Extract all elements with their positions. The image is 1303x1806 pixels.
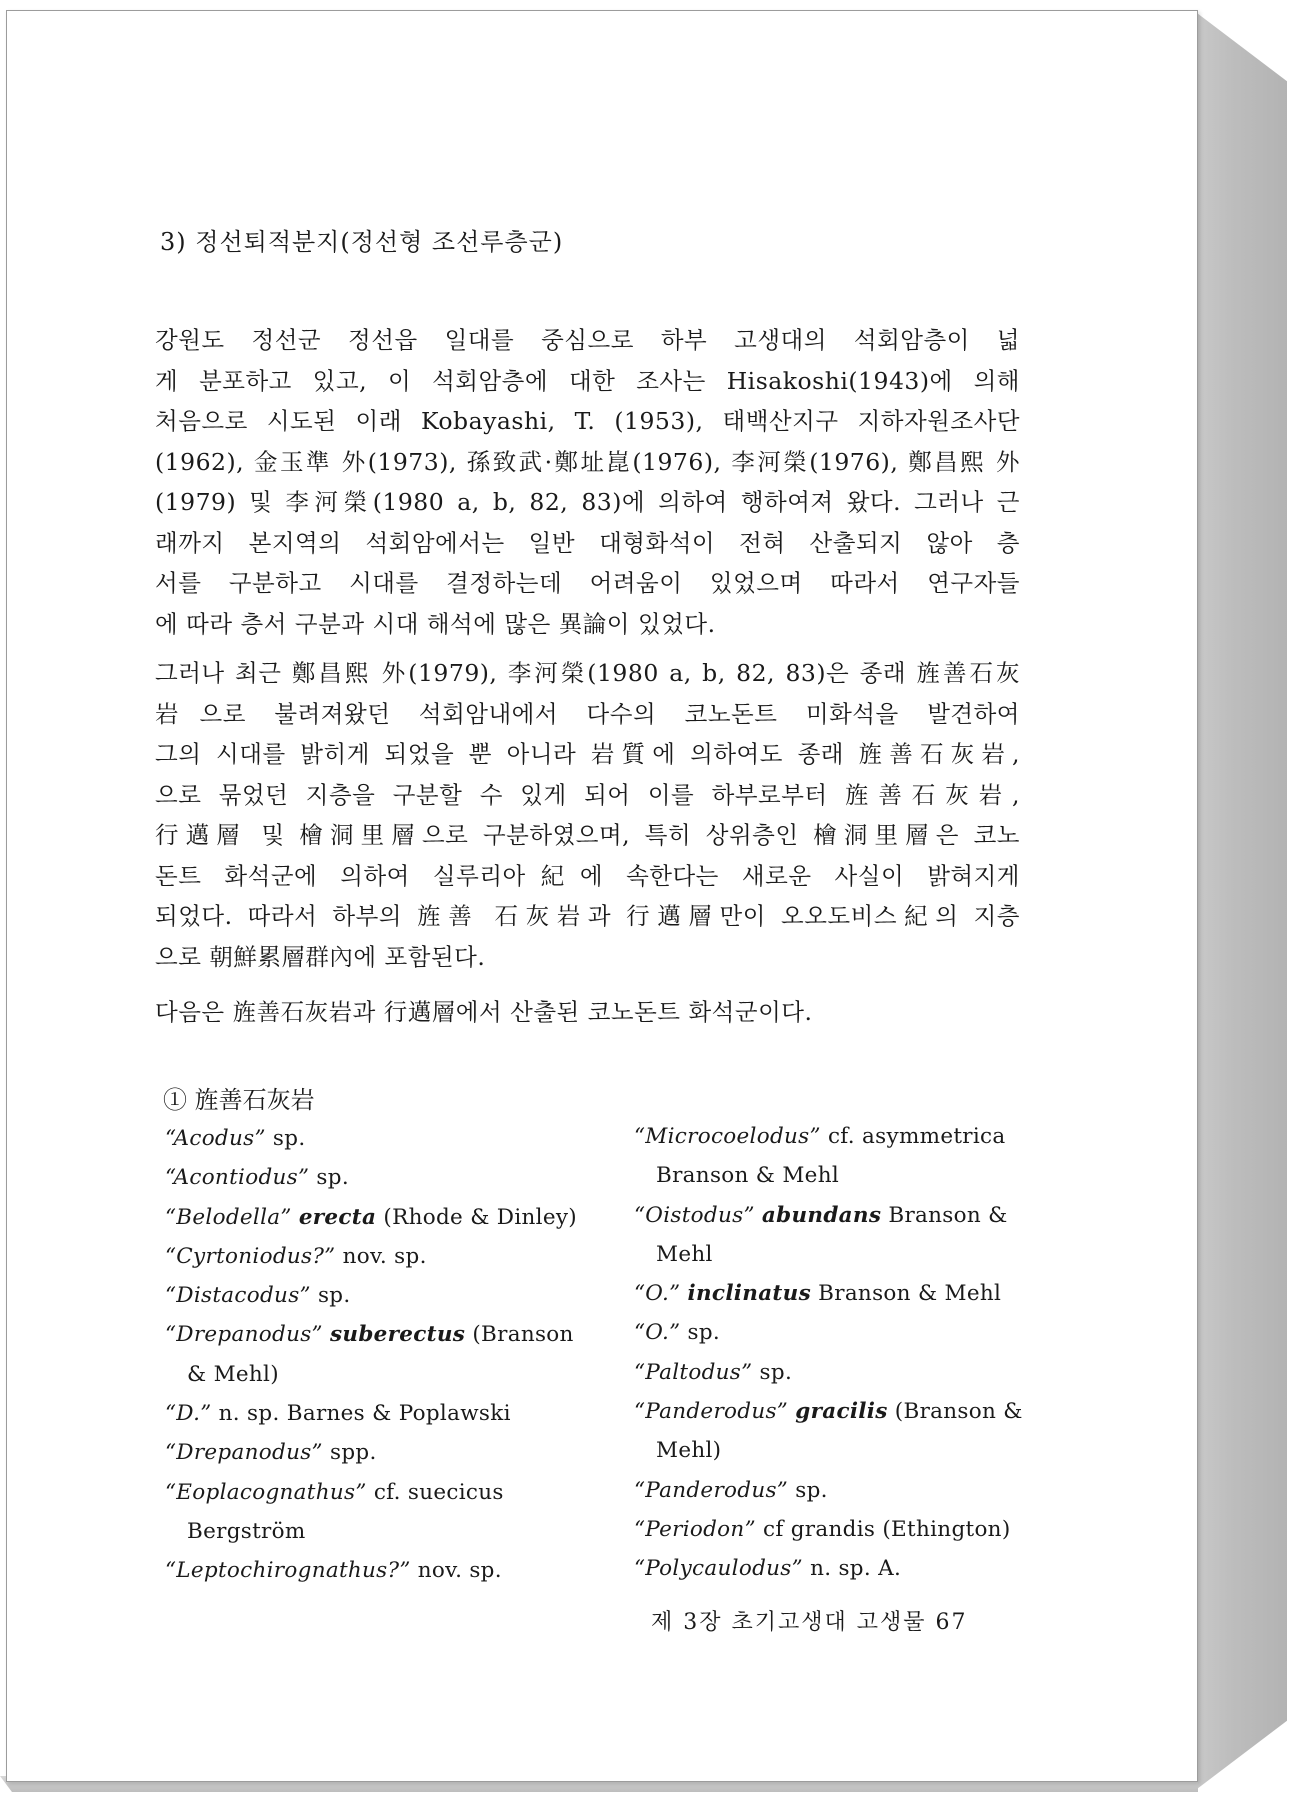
fossil-list-right-column (634, 1117, 1024, 1589)
species-author: Branson & Mehl (656, 1163, 840, 1189)
species-name: erecta (298, 1204, 377, 1230)
species-author: sp. (687, 1320, 721, 1346)
species-author: Branson & (888, 1202, 1008, 1228)
paragraph-1 (155, 320, 1020, 644)
species-author: sp. (795, 1477, 828, 1503)
text-line: 으로 묶었던 지층을 구분할 수 있게 되어 이를 하부로부터 旌善石灰岩, (155, 780, 1020, 809)
species-author: (Branson (472, 1322, 574, 1348)
species-entry (165, 1433, 595, 1472)
species-entry (634, 1353, 1024, 1392)
paragraph-3 (155, 992, 1020, 1033)
text-line: 서를 구분하고 시대를 결정하는데 어려움이 있었으며 따라서 연구자들 (155, 569, 1020, 597)
genus-name: “Oistodus” (634, 1202, 755, 1228)
genus-name: “Drepanodus” (165, 1322, 323, 1348)
genus-name: “Panderodus” (634, 1399, 789, 1425)
species-entry (165, 1198, 595, 1237)
species-entry (165, 1355, 595, 1394)
text-line: 岩으로 불려져왔던 석회암내에서 다수의 코노돈트 미화석을 발견하여 (155, 699, 1020, 728)
text-line: 그러나 최근 鄭昌熙 外(1979), 李河榮(1980 a, b, 82, 83)은 종래 旌善石灰 (155, 659, 1020, 687)
species-author: Bergström (187, 1518, 306, 1544)
species-entry (634, 1156, 1024, 1195)
species-author: sp. (317, 1283, 351, 1309)
species-name: gracilis (795, 1399, 888, 1425)
species-author: n. sp. Barnes & Poplawski (218, 1401, 511, 1427)
genus-name: “Acodus” (165, 1126, 266, 1151)
species-author: nov. sp. (342, 1243, 427, 1269)
text-line: (1979) 및 李河榮(1980 a, b, 82, 83)에 의하여 행하여져 왔다. 그러나 근 (155, 488, 1020, 516)
text-line: 行邁層 및 檜洞里層으로 구분하였으며, 특히 상위층인 檜洞里層은 코노 (155, 821, 1020, 849)
genus-name: “Microcoelodus” (634, 1124, 821, 1149)
species-entry (634, 1510, 1024, 1549)
genus-name: “Distacodus” (165, 1283, 311, 1309)
species-entry (165, 1473, 595, 1512)
text-line: (1962), 金玉準 外(1973), 孫致武·鄭址崑(1976), 李河榮(1976), 鄭昌熙 外 (155, 447, 1020, 476)
text-line: 강원도 정선군 정선읍 일대를 중심으로 하부 고생대의 석회암층이 넓 (155, 326, 1020, 354)
species-author: cf. asymmetrica (827, 1124, 1006, 1149)
paragraph-2 (155, 653, 1020, 977)
text-line: 래까지 본지역의 석회암에서는 일반 대형화석이 전혀 산출되지 않아 층 (155, 528, 1020, 557)
species-entry (165, 1512, 595, 1551)
species-entry (165, 1158, 595, 1197)
species-author: (Rhode & Dinley) (383, 1204, 577, 1230)
species-author: cf. suecicus (373, 1479, 504, 1505)
text-line: 에 따라 층서 구분과 시대 해석에 많은 異論이 있었다. (155, 609, 716, 638)
genus-name: “D.” (165, 1401, 212, 1427)
species-entry (634, 1313, 1024, 1352)
genus-name: “Drepanodus” (165, 1440, 323, 1466)
species-entry (634, 1431, 1024, 1470)
genus-name: “O.” (634, 1281, 681, 1307)
species-entry (165, 1237, 595, 1276)
species-author: spp. (329, 1440, 377, 1466)
species-name: abundans (761, 1202, 882, 1228)
species-entry (634, 1392, 1024, 1431)
text-line: 다음은 旌善石灰岩과 行邁層에서 산출된 코노돈트 화석군이다. (155, 998, 813, 1026)
species-author: sp. (272, 1126, 306, 1151)
species-entry (634, 1117, 1024, 1156)
genus-name: “Acontiodus” (165, 1165, 310, 1191)
genus-name: “Paltodus” (634, 1359, 753, 1385)
species-entry (634, 1235, 1024, 1274)
species-author: Mehl (656, 1241, 713, 1267)
genus-name: “Cyrtoniodus?” (165, 1243, 336, 1269)
text-line: 돈트 화석군에 의하여 실루리아紀에 속한다는 새로운 사실이 밝혀지게 (155, 861, 1020, 890)
species-entry (165, 1119, 595, 1158)
species-entry (634, 1196, 1024, 1235)
species-author: & Mehl) (187, 1361, 279, 1387)
species-author: nov. sp. (417, 1558, 502, 1584)
genus-name: “Polycaulodus” (634, 1556, 803, 1582)
species-author: cf grandis (Ethington) (763, 1516, 1011, 1542)
genus-name: “Periodon” (634, 1516, 756, 1542)
species-author: sp. (759, 1359, 793, 1385)
species-author: sp. (316, 1165, 349, 1191)
page-footer: 제 3장 초기고생대 고생물 67 (651, 1610, 968, 1635)
genus-name: “Leptochirognathus?” (165, 1558, 411, 1584)
genus-name: “Belodella” (165, 1204, 292, 1230)
genus-name: “Eoplacognathus” (165, 1479, 367, 1505)
text-line: 되었다. 따라서 하부의 旌善 石灰岩과 行邁層만이 오오도비스紀의 지층 (155, 902, 1020, 930)
species-author: (Branson & (894, 1399, 1023, 1425)
text-line: 그의 시대를 밝히게 되었을 뿐 아니라 岩質에 의하여도 종래 旌善石灰岩, (155, 740, 1020, 768)
species-name: suberectus (329, 1322, 466, 1348)
species-entry (165, 1551, 595, 1590)
book-side-edge (1193, 10, 1287, 1792)
section-heading: 3) 정선퇴적분지(정선형 조선루층군) (160, 228, 564, 256)
text-line: 처음으로 시도된 이래 Kobayashi, T. (1953), 태백산지구 지하자원조사단 (155, 407, 1020, 435)
species-entry (165, 1315, 595, 1354)
species-entry (165, 1276, 595, 1315)
species-author: Mehl) (656, 1438, 722, 1464)
species-author: Branson & Mehl (818, 1281, 1002, 1307)
fossil-list-left-column (165, 1119, 595, 1591)
species-name: inclinatus (687, 1281, 811, 1307)
text-line: 게 분포하고 있고, 이 석회암층에 대한 조사는 Hisakoshi(1943)에 의해 (155, 366, 1020, 395)
genus-name: “O.” (634, 1320, 681, 1346)
species-entry (634, 1274, 1024, 1313)
fossil-list-heading: ① 旌善石灰岩 (163, 1086, 315, 1114)
species-entry (165, 1394, 595, 1433)
species-entry (634, 1471, 1024, 1510)
text-line: 으로 朝鮮累層群內에 포함된다. (155, 942, 486, 971)
species-author: n. sp. A. (810, 1556, 902, 1582)
genus-name: “Panderodus” (634, 1477, 789, 1503)
species-entry (634, 1549, 1024, 1588)
